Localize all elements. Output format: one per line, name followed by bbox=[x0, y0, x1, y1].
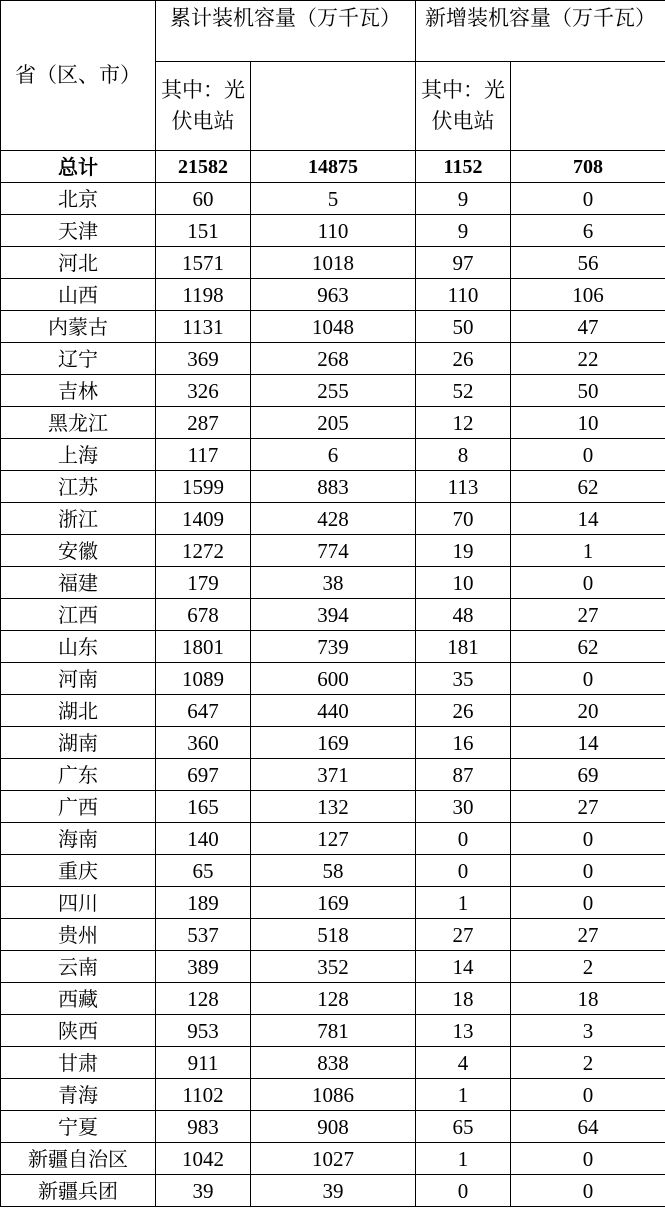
cumulative-value: 1571 bbox=[156, 247, 251, 279]
new-value: 18 bbox=[416, 983, 511, 1015]
cumulative-pv-value: 1086 bbox=[251, 1079, 416, 1111]
header-cumulative-pv: 其中：光伏电站 bbox=[156, 62, 251, 151]
new-value: 12 bbox=[416, 407, 511, 439]
new-value: 26 bbox=[416, 695, 511, 727]
header-new-pv: 其中：光伏电站 bbox=[416, 62, 511, 151]
province-name: 安徽 bbox=[1, 535, 156, 567]
table-row bbox=[1, 1047, 665, 1079]
new-pv-value: 0 bbox=[511, 439, 665, 471]
table-row bbox=[1, 1015, 665, 1047]
new-pv-value: 6 bbox=[511, 215, 665, 247]
province-name: 广东 bbox=[1, 759, 156, 791]
cumulative-pv-value: 440 bbox=[251, 695, 416, 727]
cumulative-pv-value: 739 bbox=[251, 631, 416, 663]
cumulative-value: 128 bbox=[156, 983, 251, 1015]
new-value: 87 bbox=[416, 759, 511, 791]
cumulative-pv-value: 1048 bbox=[251, 311, 416, 343]
table-row bbox=[1, 951, 665, 983]
header-cumulative: 累计装机容量（万千瓦） bbox=[156, 1, 416, 62]
new-value: 16 bbox=[416, 727, 511, 759]
total-new-pv: 708 bbox=[511, 151, 665, 183]
new-value: 19 bbox=[416, 535, 511, 567]
table-row bbox=[1, 471, 665, 503]
province-name: 新疆兵团 bbox=[1, 1175, 156, 1207]
new-value: 0 bbox=[416, 1175, 511, 1207]
cumulative-value: 1801 bbox=[156, 631, 251, 663]
table-row bbox=[1, 407, 665, 439]
new-pv-value: 62 bbox=[511, 631, 665, 663]
cumulative-pv-value: 352 bbox=[251, 951, 416, 983]
cumulative-pv-value: 58 bbox=[251, 855, 416, 887]
cumulative-value: 165 bbox=[156, 791, 251, 823]
province-name: 海南 bbox=[1, 823, 156, 855]
province-name: 内蒙古 bbox=[1, 311, 156, 343]
cumulative-value: 39 bbox=[156, 1175, 251, 1207]
table-header bbox=[1, 1, 665, 151]
new-value: 70 bbox=[416, 503, 511, 535]
table-row bbox=[1, 599, 665, 631]
cumulative-pv-value: 6 bbox=[251, 439, 416, 471]
cumulative-pv-value: 205 bbox=[251, 407, 416, 439]
cumulative-value: 1131 bbox=[156, 311, 251, 343]
cumulative-value: 151 bbox=[156, 215, 251, 247]
province-name: 四川 bbox=[1, 887, 156, 919]
province-name: 河北 bbox=[1, 247, 156, 279]
new-pv-value: 18 bbox=[511, 983, 665, 1015]
table-row bbox=[1, 919, 665, 951]
cumulative-value: 389 bbox=[156, 951, 251, 983]
total-new: 1152 bbox=[416, 151, 511, 183]
cumulative-pv-value: 39 bbox=[251, 1175, 416, 1207]
table-row bbox=[1, 439, 665, 471]
new-pv-value: 27 bbox=[511, 599, 665, 631]
new-pv-value: 50 bbox=[511, 375, 665, 407]
new-value: 52 bbox=[416, 375, 511, 407]
table-row bbox=[1, 1111, 665, 1143]
new-pv-value: 56 bbox=[511, 247, 665, 279]
cumulative-pv-value: 963 bbox=[251, 279, 416, 311]
table-row bbox=[1, 343, 665, 375]
cumulative-pv-value: 371 bbox=[251, 759, 416, 791]
table-row bbox=[1, 663, 665, 695]
cumulative-pv-value: 268 bbox=[251, 343, 416, 375]
province-name: 湖南 bbox=[1, 727, 156, 759]
cumulative-pv-value: 774 bbox=[251, 535, 416, 567]
new-value: 1 bbox=[416, 1079, 511, 1111]
table-row bbox=[1, 887, 665, 919]
new-pv-value: 14 bbox=[511, 727, 665, 759]
new-value: 110 bbox=[416, 279, 511, 311]
cumulative-pv-value: 5 bbox=[251, 183, 416, 215]
cumulative-value: 60 bbox=[156, 183, 251, 215]
province-name: 河南 bbox=[1, 663, 156, 695]
new-value: 35 bbox=[416, 663, 511, 695]
new-value: 4 bbox=[416, 1047, 511, 1079]
table-row bbox=[1, 279, 665, 311]
cumulative-value: 1198 bbox=[156, 279, 251, 311]
province-name: 江苏 bbox=[1, 471, 156, 503]
header-row-top bbox=[1, 1, 665, 62]
cumulative-value: 983 bbox=[156, 1111, 251, 1143]
new-pv-value: 47 bbox=[511, 311, 665, 343]
table-row bbox=[1, 503, 665, 535]
new-pv-value: 10 bbox=[511, 407, 665, 439]
table-body bbox=[1, 151, 665, 1207]
province-name: 黑龙江 bbox=[1, 407, 156, 439]
table-row bbox=[1, 823, 665, 855]
cumulative-value: 65 bbox=[156, 855, 251, 887]
province-name: 浙江 bbox=[1, 503, 156, 535]
cumulative-value: 953 bbox=[156, 1015, 251, 1047]
cumulative-pv-value: 132 bbox=[251, 791, 416, 823]
total-cumulative: 21582 bbox=[156, 151, 251, 183]
province-name: 广西 bbox=[1, 791, 156, 823]
cumulative-pv-value: 110 bbox=[251, 215, 416, 247]
cumulative-pv-value: 428 bbox=[251, 503, 416, 535]
new-pv-value: 0 bbox=[511, 855, 665, 887]
table-row bbox=[1, 311, 665, 343]
cumulative-pv-value: 1018 bbox=[251, 247, 416, 279]
cumulative-value: 647 bbox=[156, 695, 251, 727]
header-province: 省（区、市） bbox=[1, 1, 156, 151]
total-row bbox=[1, 151, 665, 183]
province-name: 北京 bbox=[1, 183, 156, 215]
cumulative-pv-value: 908 bbox=[251, 1111, 416, 1143]
new-pv-value: 27 bbox=[511, 791, 665, 823]
table-row bbox=[1, 727, 665, 759]
table-row bbox=[1, 791, 665, 823]
new-pv-value: 3 bbox=[511, 1015, 665, 1047]
cumulative-pv-value: 781 bbox=[251, 1015, 416, 1047]
header-new-added: 新增装机容量（万千瓦） bbox=[416, 1, 665, 62]
province-name: 辽宁 bbox=[1, 343, 156, 375]
province-name: 天津 bbox=[1, 215, 156, 247]
header-new-blank bbox=[251, 62, 416, 151]
new-value: 181 bbox=[416, 631, 511, 663]
new-value: 1 bbox=[416, 887, 511, 919]
cumulative-value: 1272 bbox=[156, 535, 251, 567]
cumulative-pv-value: 255 bbox=[251, 375, 416, 407]
new-pv-value: 0 bbox=[511, 183, 665, 215]
table-row bbox=[1, 215, 665, 247]
new-pv-value: 0 bbox=[511, 1175, 665, 1207]
province-name: 山西 bbox=[1, 279, 156, 311]
new-pv-value: 20 bbox=[511, 695, 665, 727]
new-value: 8 bbox=[416, 439, 511, 471]
new-value: 65 bbox=[416, 1111, 511, 1143]
cumulative-value: 117 bbox=[156, 439, 251, 471]
cumulative-value: 140 bbox=[156, 823, 251, 855]
cumulative-value: 360 bbox=[156, 727, 251, 759]
province-name: 甘肃 bbox=[1, 1047, 156, 1079]
new-value: 48 bbox=[416, 599, 511, 631]
new-pv-value: 0 bbox=[511, 823, 665, 855]
cumulative-value: 369 bbox=[156, 343, 251, 375]
table-row bbox=[1, 375, 665, 407]
cumulative-value: 537 bbox=[156, 919, 251, 951]
province-name: 陕西 bbox=[1, 1015, 156, 1047]
total-label: 总计 bbox=[1, 151, 156, 183]
new-pv-value: 22 bbox=[511, 343, 665, 375]
cumulative-value: 1409 bbox=[156, 503, 251, 535]
province-name: 贵州 bbox=[1, 919, 156, 951]
cumulative-pv-value: 127 bbox=[251, 823, 416, 855]
cumulative-pv-value: 38 bbox=[251, 567, 416, 599]
cumulative-pv-value: 838 bbox=[251, 1047, 416, 1079]
new-value: 13 bbox=[416, 1015, 511, 1047]
new-value: 1 bbox=[416, 1143, 511, 1175]
new-pv-value: 2 bbox=[511, 1047, 665, 1079]
cumulative-pv-value: 128 bbox=[251, 983, 416, 1015]
cumulative-pv-value: 600 bbox=[251, 663, 416, 695]
province-name: 江西 bbox=[1, 599, 156, 631]
province-name: 宁夏 bbox=[1, 1111, 156, 1143]
total-cumulative-pv: 14875 bbox=[251, 151, 416, 183]
cumulative-value: 1599 bbox=[156, 471, 251, 503]
table-row bbox=[1, 759, 665, 791]
province-name: 福建 bbox=[1, 567, 156, 599]
new-pv-value: 14 bbox=[511, 503, 665, 535]
province-name: 重庆 bbox=[1, 855, 156, 887]
cumulative-value: 1042 bbox=[156, 1143, 251, 1175]
new-value: 9 bbox=[416, 215, 511, 247]
new-pv-value: 1 bbox=[511, 535, 665, 567]
new-pv-value: 0 bbox=[511, 1143, 665, 1175]
new-value: 0 bbox=[416, 855, 511, 887]
new-value: 27 bbox=[416, 919, 511, 951]
new-pv-value: 0 bbox=[511, 1079, 665, 1111]
new-pv-value: 64 bbox=[511, 1111, 665, 1143]
cumulative-pv-value: 1027 bbox=[251, 1143, 416, 1175]
cumulative-pv-value: 169 bbox=[251, 887, 416, 919]
table-row bbox=[1, 183, 665, 215]
new-pv-value: 0 bbox=[511, 887, 665, 919]
province-name: 山东 bbox=[1, 631, 156, 663]
table-row bbox=[1, 1175, 665, 1207]
new-value: 26 bbox=[416, 343, 511, 375]
cumulative-value: 1089 bbox=[156, 663, 251, 695]
new-pv-value: 69 bbox=[511, 759, 665, 791]
new-value: 113 bbox=[416, 471, 511, 503]
new-pv-value: 62 bbox=[511, 471, 665, 503]
new-pv-value: 2 bbox=[511, 951, 665, 983]
cumulative-pv-value: 394 bbox=[251, 599, 416, 631]
table-row bbox=[1, 1079, 665, 1111]
new-pv-value: 0 bbox=[511, 663, 665, 695]
new-value: 10 bbox=[416, 567, 511, 599]
cumulative-pv-value: 169 bbox=[251, 727, 416, 759]
cumulative-pv-value: 518 bbox=[251, 919, 416, 951]
cumulative-value: 911 bbox=[156, 1047, 251, 1079]
cumulative-value: 179 bbox=[156, 567, 251, 599]
table-row bbox=[1, 247, 665, 279]
new-pv-value: 27 bbox=[511, 919, 665, 951]
new-pv-value: 106 bbox=[511, 279, 665, 311]
cumulative-value: 697 bbox=[156, 759, 251, 791]
new-pv-value: 0 bbox=[511, 567, 665, 599]
province-name: 新疆自治区 bbox=[1, 1143, 156, 1175]
province-name: 西藏 bbox=[1, 983, 156, 1015]
province-name: 云南 bbox=[1, 951, 156, 983]
table-row bbox=[1, 1143, 665, 1175]
table-row bbox=[1, 535, 665, 567]
cumulative-value: 678 bbox=[156, 599, 251, 631]
cumulative-value: 189 bbox=[156, 887, 251, 919]
table-row bbox=[1, 695, 665, 727]
table-row bbox=[1, 567, 665, 599]
cumulative-value: 287 bbox=[156, 407, 251, 439]
province-name: 湖北 bbox=[1, 695, 156, 727]
cumulative-value: 1102 bbox=[156, 1079, 251, 1111]
cumulative-pv-value: 883 bbox=[251, 471, 416, 503]
cumulative-value: 326 bbox=[156, 375, 251, 407]
new-value: 0 bbox=[416, 823, 511, 855]
table-row bbox=[1, 983, 665, 1015]
province-name: 吉林 bbox=[1, 375, 156, 407]
province-name: 青海 bbox=[1, 1079, 156, 1111]
new-value: 50 bbox=[416, 311, 511, 343]
table-row bbox=[1, 631, 665, 663]
table-row bbox=[1, 855, 665, 887]
province-name: 上海 bbox=[1, 439, 156, 471]
new-value: 30 bbox=[416, 791, 511, 823]
new-value: 9 bbox=[416, 183, 511, 215]
new-value: 97 bbox=[416, 247, 511, 279]
new-value: 14 bbox=[416, 951, 511, 983]
